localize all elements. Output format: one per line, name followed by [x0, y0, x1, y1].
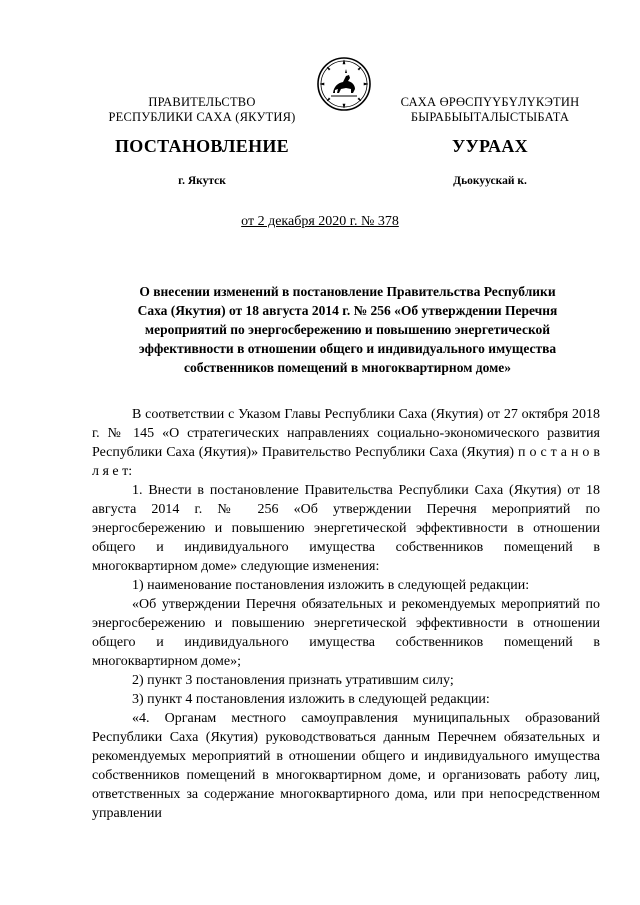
decree-heading: [95, 282, 600, 377]
heading-line: собственников помещений в многоквартирном доме»: [183, 360, 512, 375]
body-paragraph-subitem1: 1) наименование постановления изложить в следующей редакции:: [132, 578, 530, 593]
body-paragraph-quote1: «Об утверждении Перечня обязательных и рекомендуемых мероприятий по энергосбережению и повышению энергетической эффективности в отношении общего и индивидуального имущества собственников помещений в многоквартирном доме»;: [92, 597, 600, 669]
header-left-line2: РЕСПУБЛИКИ САХА (ЯКУТИЯ): [108, 110, 296, 124]
body-paragraph-subitem2: 2) пункт 3 постановления признать утратившим силу;: [132, 673, 454, 688]
heading-line: Саха (Якутия) от 18 августа 2014 г. № 256 «Об утверждении Перечня: [137, 303, 558, 318]
body-paragraph-item1: 1. Внести в постановление Правительства Республики Саха (Якутия) от 18 августа 2014 г. № 256 «Об утверждении Перечня мероприятий по энергосбережению и повышению энергетической эффективности в отношении общего и индивидуального имущества собственников помещений в многоквартирном доме» следующие изменения:: [92, 483, 600, 574]
sakha-coat-of-arms-icon: [316, 56, 372, 112]
header-right-block: [380, 95, 600, 125]
body-paragraph-preamble: В соответствии с Указом Главы Республики Саха (Якутия) от 27 октября 2018 г. № 145 «О стратегических направлениях социально-экономического развития Республики Саха (Якутия)» Правительство Республики Саха (Якутия) п о с т а н о в л я е т:: [92, 407, 600, 479]
body-paragraph-quote2: «4. Органам местного самоуправления муниципальных образований Республики Саха (Якутия) руководствоваться данным Перечнем обязательных и рекомендуемых мероприятий в отношении общего и индивидуального имущества собственников помещений в многоквартирном доме, и организовать работу лиц, ответственных за содержание многоквартирного дома, или при непосредственном управлении: [92, 711, 600, 821]
decree-title-yakut: УУРААХ: [452, 136, 528, 156]
header-left-line1: ПРАВИТЕЛЬСТВО: [148, 95, 256, 109]
header-right-line1: САХА ӨРӨСПҮҮБҮЛҮКЭТИН: [400, 95, 580, 109]
body-paragraph-subitem3: 3) пункт 4 постановления изложить в следующей редакции:: [132, 692, 490, 707]
header-left-block: [92, 95, 312, 125]
city-yakut: Дьокуускай к.: [453, 175, 527, 187]
decree-date-number: от 2 декабря 2020 г. № 378: [241, 214, 399, 229]
heading-line: эффективности в отношении общего и индивидуального имущества: [138, 341, 557, 356]
heading-line: О внесении изменений в постановление Правительства Республики: [139, 284, 556, 299]
header-right-line2: БЫРАБЫЫТАЛЫСТЫБАТА: [410, 110, 570, 124]
city-russian: г. Якутск: [178, 175, 226, 187]
heading-line: мероприятий по энергосбережению и повышению энергетической: [144, 322, 551, 337]
decree-body: [92, 405, 600, 823]
decree-title-russian: ПОСТАНОВЛЕНИЕ: [115, 136, 289, 156]
